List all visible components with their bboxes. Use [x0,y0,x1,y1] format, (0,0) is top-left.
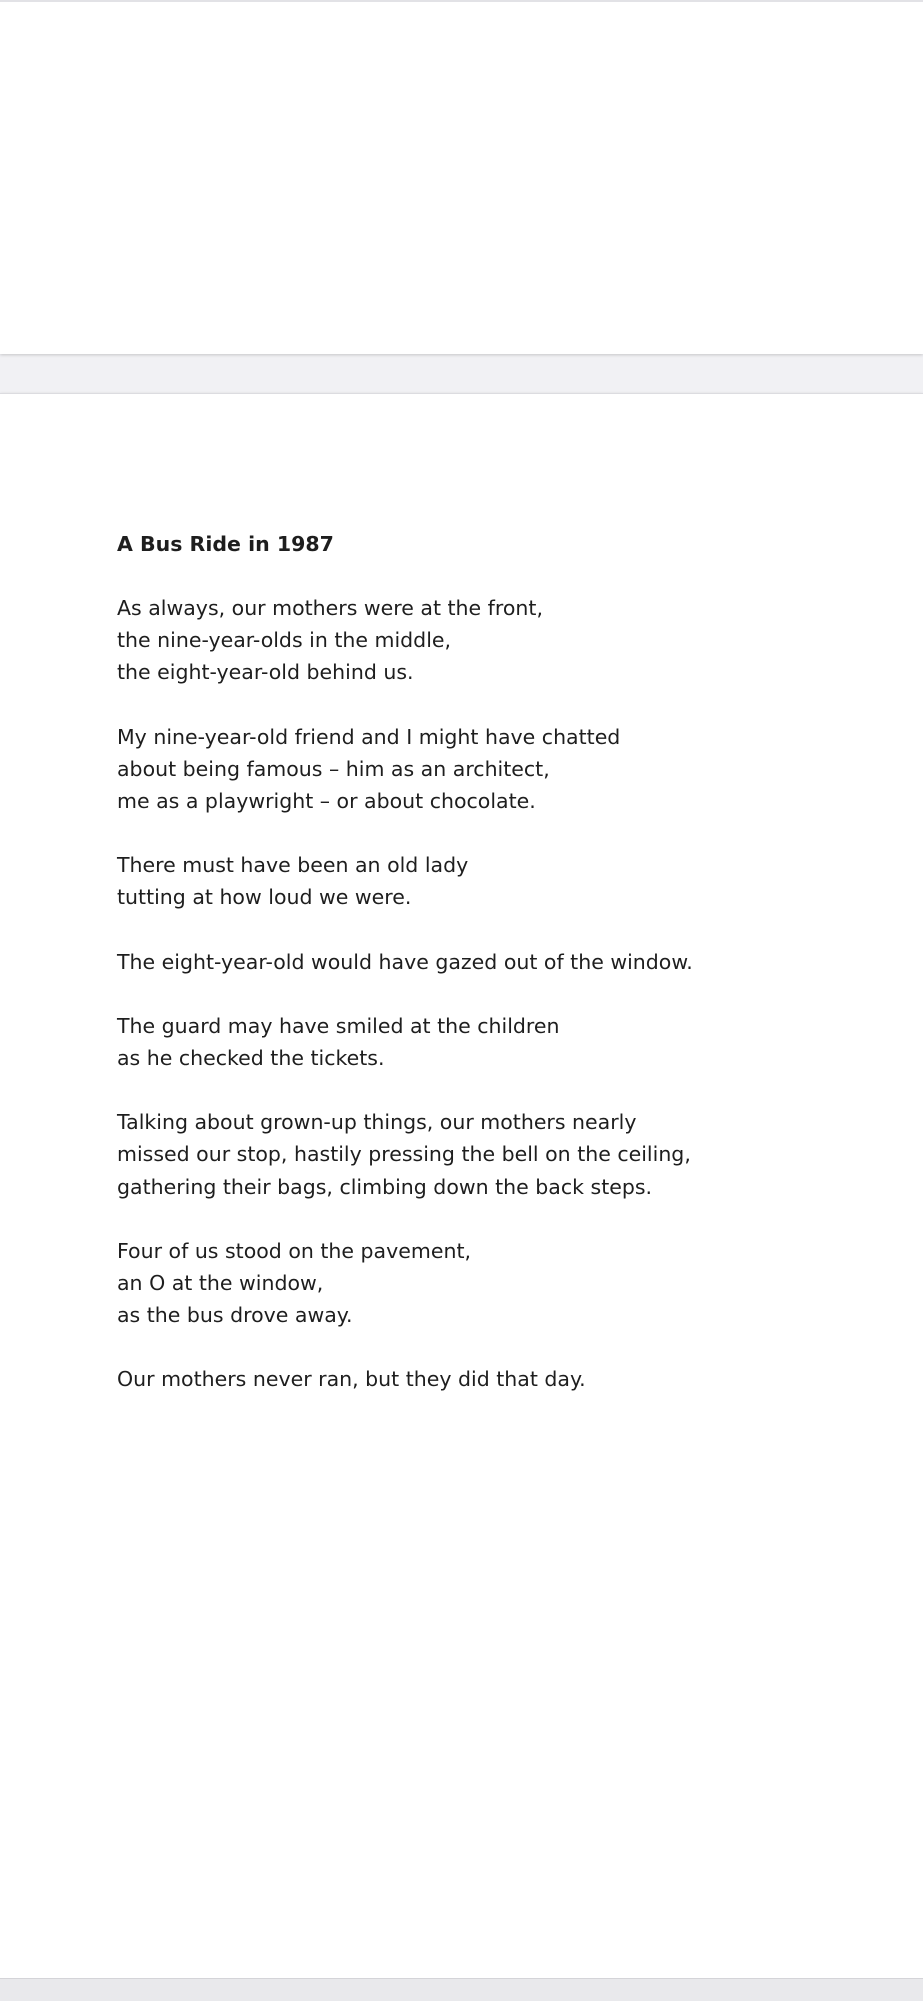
poem-line: as the bus drove away. [117,1303,353,1328]
stanza-3 [117,849,837,913]
poem-line: My nine-year-old friend and I might have chatted [117,724,621,749]
poem-line: The guard may have smiled at the children [117,1013,560,1038]
poem-line: The eight-year-old would have gazed out of the window. [117,949,693,974]
stanza-6 [117,1106,837,1203]
poem-line: Talking about grown-up things, our mothers nearly [117,1110,637,1135]
next-page-edge [0,1978,923,2001]
current-page [0,393,923,1979]
poem-line: Four of us stood on the pavement, [117,1238,471,1263]
poem-line: gathering their bags, climbing down the back steps. [117,1174,653,1199]
stanza-8 [117,1363,837,1395]
poem-line: Our mothers never ran, but they did that day. [117,1367,586,1392]
stanza-2 [117,721,837,818]
poem-line: As always, our mothers were at the front, [117,596,543,620]
poem-line: an O at the window, [117,1271,324,1296]
stanza-7 [117,1235,837,1332]
previous-page [0,0,923,354]
poem-line: about being famous – him as an architect, [117,756,550,781]
poem-line: the eight-year-old behind us. [117,660,414,685]
poem-title: A Bus Ride in 1987 [117,532,334,556]
poem-line: as he checked the tickets. [117,1046,385,1071]
stanza-4 [117,946,837,978]
poem [117,528,837,1428]
poem-line: the nine-year-olds in the middle, [117,628,452,653]
poem-line: me as a playwright – or about chocolate. [117,789,536,814]
stanza-5 [117,1010,837,1074]
stanza-1 [117,592,837,689]
poem-line: missed our stop, hastily pressing the bell on the ceiling, [117,1142,691,1167]
poem-line: There must have been an old lady [117,853,469,878]
poem-line: tutting at how loud we were. [117,885,412,910]
